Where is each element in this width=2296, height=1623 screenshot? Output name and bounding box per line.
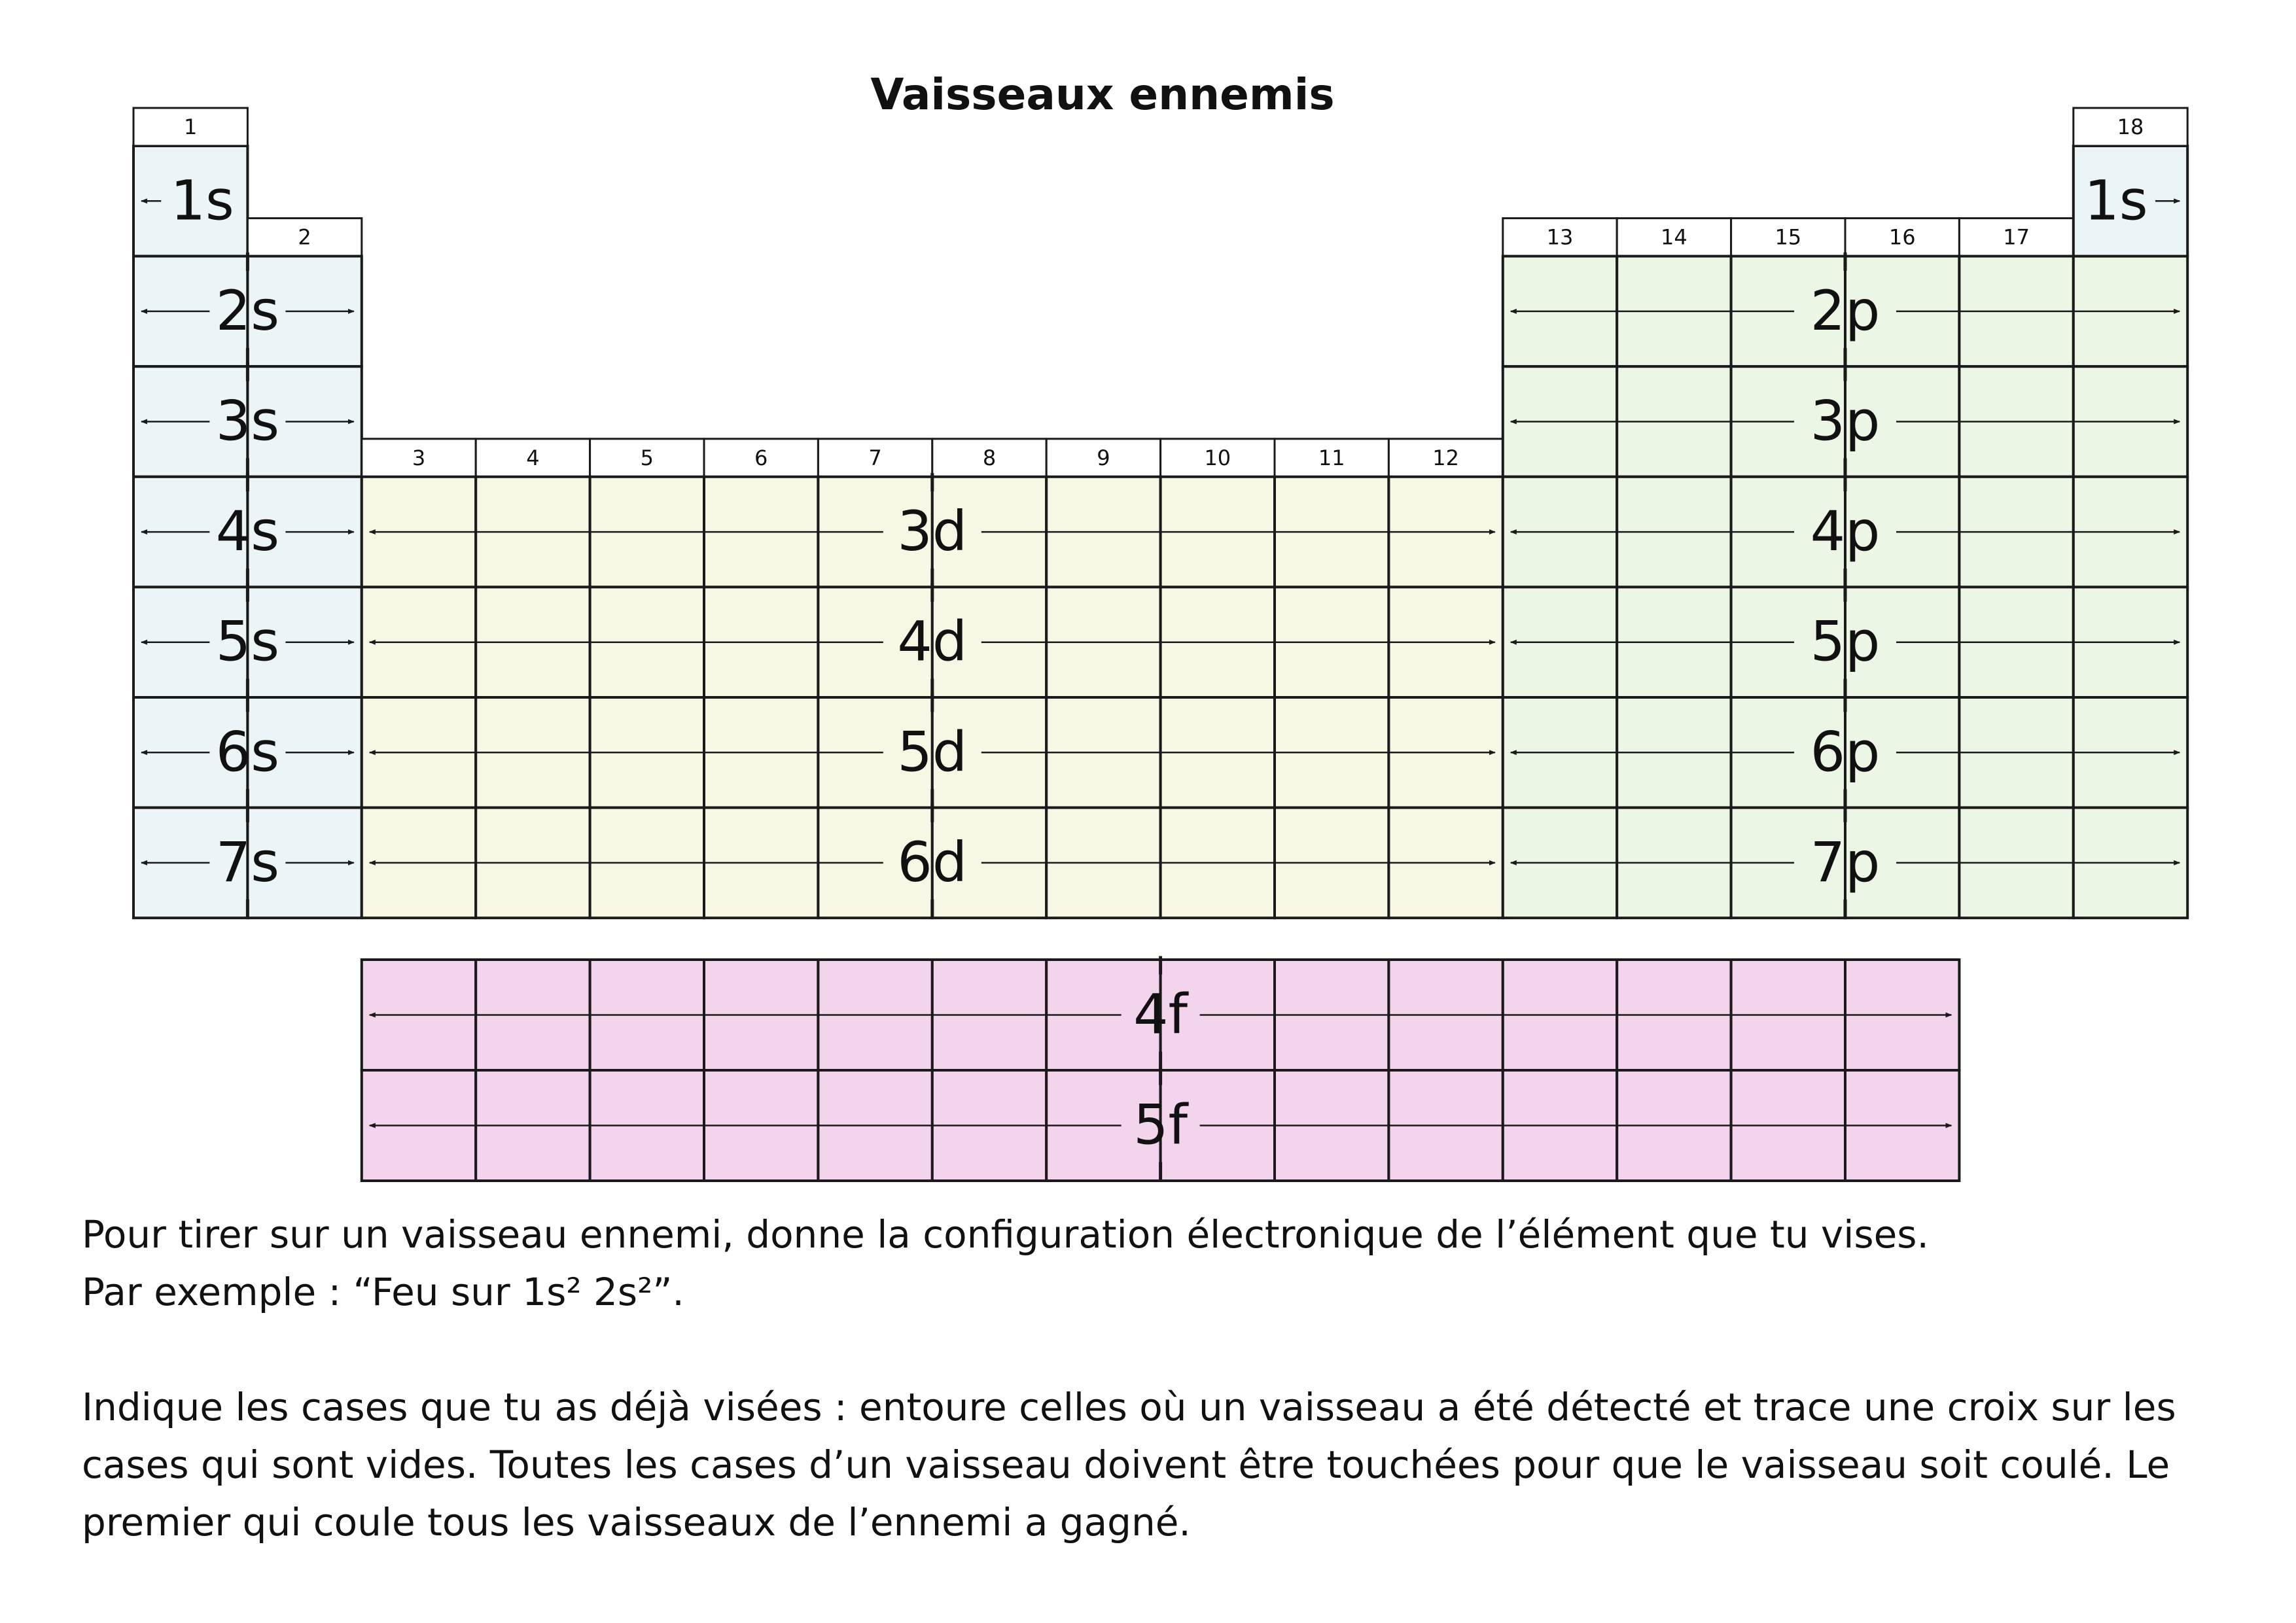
group-number-6: 6	[754, 445, 768, 470]
orbital-label-5s: 5s	[215, 609, 280, 674]
group-number-11: 11	[1318, 445, 1345, 470]
instruction-line-5: premier qui coule tous les vaisseaux de l’ennemi a gagné.	[82, 1500, 1191, 1544]
group-number-12: 12	[1432, 445, 1459, 470]
orbital-label-5d: 5d	[897, 720, 968, 784]
group-number-3: 3	[412, 445, 426, 470]
orbital-label-7p: 7p	[1810, 829, 1881, 894]
orbital-label-3s: 3s	[215, 389, 280, 453]
page-title: Vaisseaux ennemis	[870, 69, 1335, 120]
group-number-9: 9	[1097, 445, 1110, 470]
orbital-label-4p: 4p	[1810, 499, 1881, 564]
instructions	[82, 1206, 2215, 1551]
group-number-10: 10	[1204, 445, 1231, 470]
orbital-label-4s: 4s	[215, 499, 280, 564]
orbital-label-7s: 7s	[215, 829, 280, 894]
group-number-16: 16	[1888, 224, 1916, 250]
group-number-14: 14	[1661, 224, 1687, 250]
orbital-label-6d: 6d	[897, 829, 968, 894]
group-number-8: 8	[982, 445, 997, 470]
orbital-label-3d: 3d	[897, 499, 968, 564]
orbital-label-4f: 4f	[1133, 982, 1188, 1047]
orbital-label-5f: 5f	[1133, 1092, 1188, 1157]
group-number-18: 18	[2117, 114, 2144, 139]
orbital-label-1s-he: 1s	[2084, 168, 2148, 233]
group-number-4: 4	[526, 445, 540, 470]
group-number-7: 7	[868, 445, 882, 470]
orbital-label-2s: 2s	[215, 278, 280, 343]
group-number-17: 17	[2003, 224, 2030, 250]
group-number-2: 2	[298, 224, 311, 250]
group-number-13: 13	[1546, 224, 1574, 250]
orbital-label-5p: 5p	[1810, 609, 1881, 674]
instruction-line-1: Pour tirer sur un vaisseau ennemi, donne la configuration électronique de l’élément que tu vises.	[82, 1212, 1929, 1257]
orbital-label-2p: 2p	[1810, 278, 1881, 343]
paragraph-gap	[82, 1321, 2215, 1378]
group-number-5: 5	[640, 445, 654, 470]
orbital-label-6p: 6p	[1810, 720, 1881, 784]
group-number-1: 1	[184, 114, 198, 139]
group-number-15: 15	[1775, 224, 1802, 250]
orbital-label-4d: 4d	[897, 609, 968, 674]
orbital-label-6s: 6s	[215, 720, 280, 784]
instruction-line-4: cases qui sont vides. Toutes les cases d’un vaisseau doivent être touchées pour que le vaisseau soit coulé. Le	[82, 1442, 2170, 1487]
instruction-line-3: Indique les cases que tu as déjà visées : entoure celles où un vaisseau a été détecté et trace une croix sur les	[82, 1385, 2176, 1429]
orbital-label-1s-h: 1s	[170, 168, 234, 233]
instruction-line-2: Par exemple : “Feu sur 1s² 2s²”.	[82, 1270, 684, 1314]
orbital-label-3p: 3p	[1810, 389, 1881, 453]
